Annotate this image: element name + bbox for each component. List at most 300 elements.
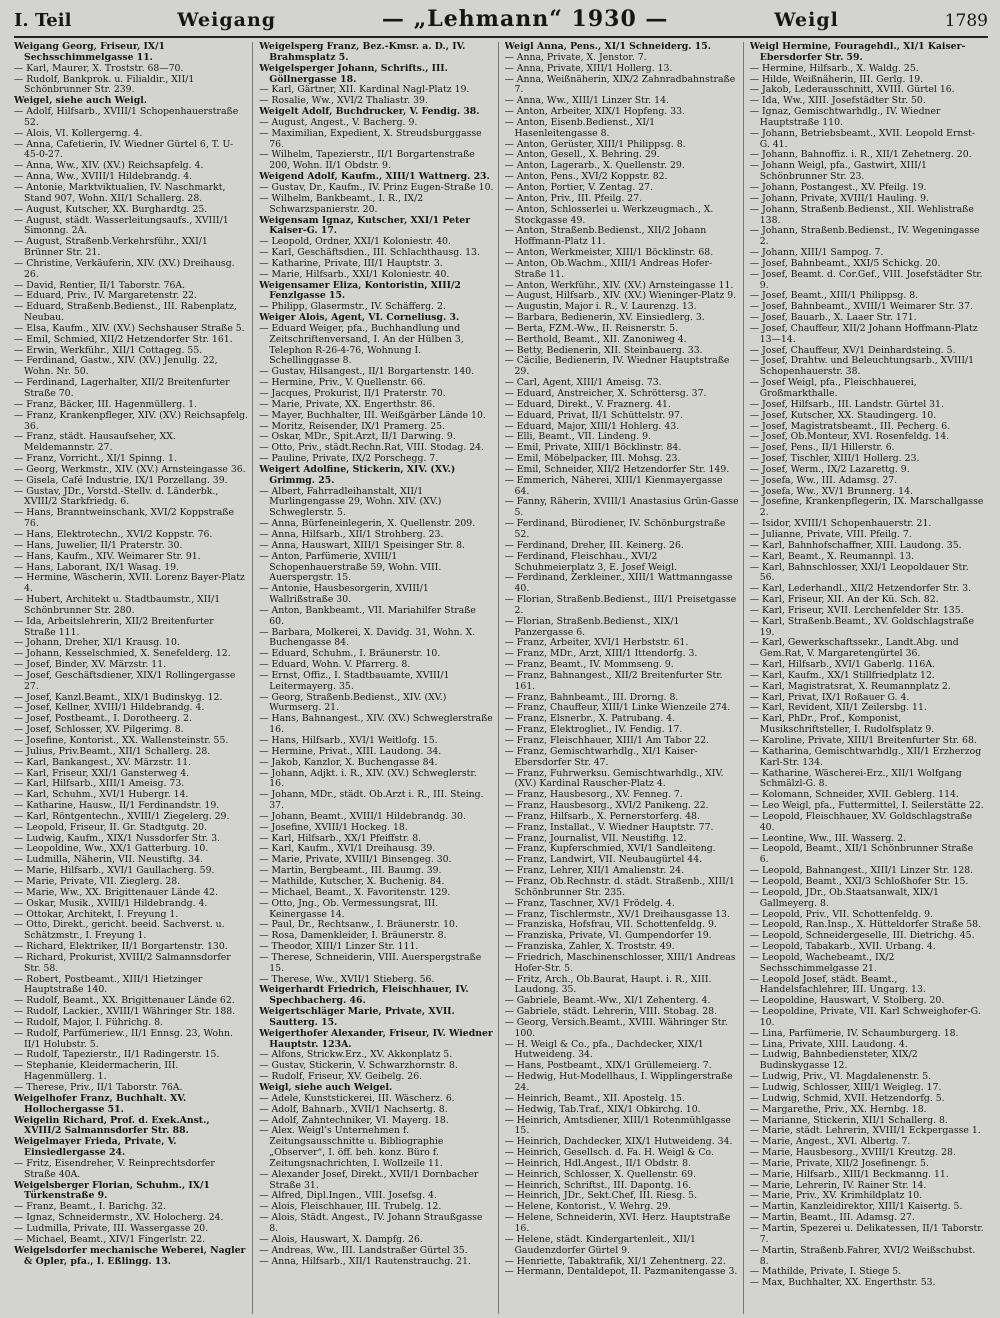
directory-entry: — Fanny, Räherin, XVIII/1 Anastasius Grün-Gasse 5. <box>504 496 739 519</box>
directory-entry: — Fritz, Eisendreher, V. Reinprechtsdorfer Straße 40A. <box>14 1157 215 1180</box>
directory-entry: — Eduard, Direkt., V. Fraznerg. 41. <box>504 398 671 410</box>
directory-entry: — Alois, VI. Kollergerng. 4. <box>14 127 143 139</box>
directory-entry: — Heinrich, Gesellsch. d. Fa. H. Weigl & Co. <box>504 1147 714 1159</box>
directory-entry: — Heinrich, Schlosser, X. Quellenstr. 69. <box>504 1168 697 1180</box>
directory-entry: — Josefa, Ww., XV/1 Brunnerg. 14. <box>749 485 913 497</box>
directory-entry: — Karl, Straßenb.Beamt., XV. Goldschlagstraße 19. <box>749 615 975 638</box>
directory-entry: — Rudolf, Parfümeriew., II/1 Ennsg. 23, Wohn. II/1 Holubstr. 5. <box>14 1027 233 1050</box>
directory-entry: — Rosalie, Ww., XVI/2 Thaliastr. 39. <box>259 95 428 107</box>
directory-entry: — Franz, MDr., Arzt, XIII/1 Ittendorfg. 3. <box>504 648 698 660</box>
directory-entry: — Antonie, Marktviktualien, IV. Naschmarkt, Stand 907, Wohn. XII/1 Schallerg. 28. <box>14 181 226 204</box>
directory-entry: — Franz, Tischlermstr., XV/1 Dreihausgasse 13. <box>504 908 730 920</box>
directory-entry: — Emil, Möbelpacker, III. Mohsg. 23. <box>504 453 681 465</box>
directory-entry: — Friedrich, Maschinenschlosser, XIII/1 Andreas Hofer-Str. 5. <box>504 951 736 974</box>
directory-entry: — Michael, Beamt., X. Favoritenstr. 129. <box>259 886 451 898</box>
directory-entry: — Ludmilla, Private, III. Wassergasse 20. <box>14 1222 209 1234</box>
directory-entry: — Katharine, Wäscherei-Erz., XII/1 Wolfgang Schmälzl-G. 8. <box>749 767 962 790</box>
directory-entry: — Oskar, MDr., Spit.Arzt, II/1 Darwing. 9. <box>259 431 456 443</box>
page-header <box>14 6 988 38</box>
directory-entry: — Therese, Ww., XVII/1 Stieberg. 56. <box>259 973 435 985</box>
directory-entry: — Ferdinand, Lagerhalter, XII/2 Breitenfurter Straße 70. <box>14 377 230 399</box>
directory-entry: — Franz, Taschner, XV/1 Frödelg. 4. <box>504 897 675 909</box>
directory-entry: — Alfred, Dipl.Ingen., VIII. Josefsg. 4. <box>259 1190 437 1202</box>
directory-entry: — Ferdinand, Fleischhau., XVI/2 Schuhmeierplatz 3, E. Josef Weigl. <box>504 550 678 573</box>
directory-entry: — Franz, Hausbesorg., XVI/2 Panikeng. 22. <box>504 800 709 812</box>
directory-entry: — Anton, Schlosserlei u. Werkzeugmach., X. Stockgasse 49. <box>504 203 714 226</box>
directory-entry: Weigelt Adolf, Buchdrucker, V. Fendig. 38. <box>259 106 480 118</box>
directory-entry: Weigelin Richard, Prof. d. Exek.Anst., XVIII/2 Salmannsdorfer Str. 88. <box>14 1114 210 1137</box>
directory-entry: — Leopold Josef, städt. Beamt., Handelsfachlehrer, III. Ungarg. 13. <box>749 973 926 996</box>
directory-entry: Weigang Georg, Friseur, IX/1 Sechsschimmelgasse 11. <box>14 42 165 63</box>
directory-entry: — Johann, Straßenb.Bedienst., XII. Wehlistraße 138. <box>749 203 974 226</box>
directory-entry: — Barbara, Bedienerin, XV. Einsiedlerg. 3. <box>504 312 705 324</box>
directory-entry: — Josef, Werm., IX/2 Lazarettg. 9. <box>749 463 910 475</box>
directory-entry: — Karl, Friseur, XVII. Lerchenfelder Str. 135. <box>749 604 964 616</box>
directory-entry: — Betty, Bedienerin, XII. Steinbauerg. 33. <box>504 344 703 356</box>
directory-entry: — Franz, Fuhrwerksu. Gemischtwarhdlg., XIV. (XV.) Kardinal Rauscher-Platz 4. <box>504 767 724 790</box>
directory-entry: — Anna, Private, X. Jenstor. 7. <box>504 51 647 63</box>
directory-entry: — August, Angest., V. Bacherg. 9. <box>259 116 418 128</box>
part-label: I. Teil <box>14 10 72 31</box>
directory-entry: — Pauline, Private, IX/2 Porschegg. 7. <box>259 453 439 465</box>
directory-entry: — Marie, Priv., XV. Krimhildplatz 10. <box>749 1190 923 1202</box>
directory-entry: — Anton, Parfümerie, XVIII/1 Schopenhauerstraße 59, Wohn. VIII. Auerspergstr. 15. <box>259 550 442 584</box>
directory-entry: — Berta, FZM.-Ww., II. Reisnerstr. 5. <box>504 322 679 334</box>
column-1 <box>14 42 253 1314</box>
directory-entry: — Florian, Straßenb.Bedienst., III/1 Preisetgasse 2. <box>504 594 737 616</box>
directory-entry: — Johann, Betriebsbeamt., XVII. Leopold Ernst-G. 41. <box>749 127 976 150</box>
directory-entry: — Anna, Hauswart, XIII/1 Speisinger Str. 8. <box>259 539 465 551</box>
directory-entry: — Ferdinand, Bürodiener, IV. Schönburgstraße 52. <box>504 518 726 540</box>
directory-entry: — Alex. Weigl’s Unternehmen f. Zeitungsausschnitte u. Bibliographie „Observer“, I. öff. beh. konz. Büro f. Zeitungsnachrichten, I. Wollzeile 11. <box>259 1125 444 1169</box>
directory-entry: — Johann, Straßenb.Bedienst., IV. Wegeningasse 2. <box>749 225 980 248</box>
directory-entry: — Karl, Bahnhofschaffner, XIII. Laudong. 35. <box>749 539 962 551</box>
directory-entry: — Georg, Werkmstr., XIV. (XV.) Arnsteingasse 36. <box>14 463 246 475</box>
directory-entry: — Gustav, Dr., Kaufm., IV. Prinz Eugen-Straße 10. <box>259 181 494 193</box>
directory-entry: — Hermine, Priv., V. Quellenstr. 66. <box>259 377 426 389</box>
directory-entry: — Hans, Bahnangest., XIV. (XV.) Schweglerstraße 16. <box>259 713 493 736</box>
directory-entry: — Jacques, Prokurist, II/1 Praterstr. 70. <box>259 388 446 399</box>
directory-entry: — Albert, Fahrradleihanstalt, XII/1 Murlingengasse 29, Wohn. XIV. (XV.) Schweglerstr. 5. <box>259 485 442 519</box>
directory-entry: — Anna, Bürfeneinlegerin, X. Quellenstr. 209. <box>259 518 476 530</box>
directory-entry: — Hans, Juwelier, II/1 Praterstr. 30. <box>14 539 183 551</box>
directory-entry: — Leopold, Tabakarb., XVII. Urbang. 4. <box>749 941 936 953</box>
directory-columns <box>14 42 988 1314</box>
directory-entry: — Marie, Private, XVIII/1 Binsengeg. 30. <box>259 854 452 866</box>
directory-entry: — Karl, Friseur, XII. An der Kü. Sch. 82. <box>749 594 939 606</box>
directory-entry: — Ludwig, Bahnbediensteter, XIX/2 Budinskygasse 12. <box>749 1049 918 1072</box>
directory-entry: — Ferdinand, Dreher, III. Keinerg. 26. <box>504 539 684 551</box>
directory-entry: — Franz, Landwirt, VII. Neubaugürtel 44. <box>504 854 703 866</box>
directory-entry: — Hans, Kaufm., XIV. Weimarer Str. 91. <box>14 550 201 562</box>
directory-entry: — Johann, MDr., städt. Ob.Arzt i. R., III. Steing. 37. <box>259 789 484 812</box>
directory-entry: — Franz, Arbeiter, XVI/1 Herbststr. 61. <box>504 637 689 649</box>
page-number: 1789 <box>944 11 988 31</box>
directory-entry: — Anna, Hilfsarb., XII/1 Strohberg. 23. <box>259 528 444 540</box>
directory-entry: — Johann, Kesselschmied, X. Senefelderg. 12. <box>14 648 231 660</box>
directory-entry: — Johann, Adjkt. i. R., XIV. (XV.) Schweglerstr. 16. <box>259 767 477 790</box>
directory-entry: — Alois, Fleischhauer, III. Trubelg. 12. <box>259 1201 442 1213</box>
directory-entry: — Marie, Ww., XX. Brigittenauer Lände 42. <box>14 886 219 898</box>
directory-entry: Weigend Adolf, Kaufm., XIII/1 Wattnerg. 23. <box>259 171 490 183</box>
directory-entry: — Anna, Ww., XVIII/1 Hildebrandg. 4. <box>14 171 193 183</box>
directory-entry: — Berthold, Beamt., XII. Zanoniweg 4. <box>504 333 687 345</box>
directory-entry: — Antonie, Hausbesorgerin, XVIII/1 Wallrißstraße 30. <box>259 583 429 606</box>
directory-entry: — Hilde, Weißnäherin, III. Gerlg. 19. <box>749 73 924 85</box>
directory-entry: — Josef, Beamt. d. Cor.Gef., VIII. Josefstädter Str. 9. <box>749 268 983 291</box>
directory-entry: — Marie, Hilfsarb., XVI/1 Gaullacherg. 59. <box>14 865 215 877</box>
directory-entry: — Franz, Elsnerbr., X. Patrubang. 4. <box>504 713 675 725</box>
directory-entry: — Ludmilla, Näherin, VII. Neustiftg. 34. <box>14 854 203 866</box>
directory-entry: — Ida, Ww., XIII. Josefstädter Str. 50. <box>749 95 926 107</box>
directory-entry: Weigert Adolfine, Stickerin, XIV. (XV.) Grimmg. 25. <box>259 463 456 486</box>
directory-entry: — Karl, Maurer, X. Troststr. 68—70. <box>14 62 184 74</box>
directory-entry: — Johann, XIII/1 Sampog. 7. <box>749 247 884 259</box>
directory-entry: — Leopold, Beamt., XXI/3 Schloßhofer Str. 15. <box>749 875 969 887</box>
directory-entry: — H. Weigl & Co., pfa., Dachdecker, XIX/1 Hutweideng. 34. <box>504 1038 704 1061</box>
directory-entry: — August, Kutscher, XX. Burghardtg. 25. <box>14 203 208 215</box>
directory-entry: — Ida, Arbeitslehrerin, XII/2 Breitenfurter Straße 111. <box>14 615 214 638</box>
directory-entry: — Anna, Weißnäherin, XIX/2 Zahnradbahnstraße 7. <box>504 73 736 96</box>
directory-entry: — Margarethe, Priv., XX. Hernbg. 18. <box>749 1103 927 1115</box>
directory-entry: — Gisela, Café Industrie, IX/1 Porzellang. 39. <box>14 474 228 486</box>
directory-entry: — Mathilde, Kutscher, X. Buchenig. 84. <box>259 875 445 887</box>
directory-entry: — Anton, Bankbeamt., VII. Mariahilfer Straße 60. <box>259 604 476 627</box>
directory-entry: — Leopoldine, Hauswart, V. Stolberg. 20. <box>749 995 945 1007</box>
directory-entry: — Franz, Krankenpfleger, XIV. (XV.) Reichsapfelg. 36. <box>14 409 248 432</box>
directory-entry: — Franz, Fleischhauer, XIII/1 Am Tabor 22. <box>504 735 710 746</box>
directory-entry: — Hans, Elektrotechn., XVI/2 Koppstr. 76. <box>14 528 213 540</box>
directory-entry: — Mathilde, Private, I. Stiege 5. <box>749 1266 902 1278</box>
directory-entry: — Georg, Straßenb.Bedienst., XIV. (XV.) Wurmserg. 21. <box>259 691 447 714</box>
directory-entry: — Rudolf, Tapezierstr., II/1 Radingerstr. 15. <box>14 1049 220 1061</box>
directory-entry: — Franz, Beamt., I. Barichg. 32. <box>14 1201 166 1213</box>
directory-entry: — Franz, Ob.Rechnstr. d. städt. Straßenb., XIII/1 Schönbrunner Str. 235. <box>504 875 735 898</box>
directory-entry: — Anton, Arbeiter, XIX/1 Hopfeng. 33. <box>504 106 685 118</box>
directory-entry: — August, städt. Wasserleitungsaufs., XVIII/1 Simonng. 2A. <box>14 214 229 237</box>
directory-entry: — Josefine, XVIII/1 Hockeg. 18. <box>259 821 408 833</box>
directory-entry: — Josef, Binder, XV. Märzstr. 11. <box>14 659 167 671</box>
directory-entry: — Ludwig, Schmid, XVII. Hetzendorfg. 5. <box>749 1092 945 1104</box>
directory-entry: — Franz, Beamt., IV. Mommseng. 9. <box>504 659 674 671</box>
directory-entry: — David, Rentier, II/1 Taborstr. 76A. <box>14 279 186 291</box>
directory-entry: — Otto, Jng., Ob. Vermessungsrat, III. Keinergasse 14. <box>259 897 439 920</box>
directory-entry: — Josef, Postbeamt., I. Dorotheerg. 2. <box>14 713 192 725</box>
directory-entry: — Leopold, Ordner, XXI/1 Koloniestr. 40. <box>259 236 451 248</box>
directory-entry: — Leopold, JDr., Ob.Staatsanwalt, XIX/1 Gallmeyerg. 8. <box>749 886 939 909</box>
directory-entry: — Fritz, Arch., Ob.Baurat, Haupt. i. R., XIII. Laudong. 35. <box>504 973 712 996</box>
directory-entry: — Eduard, Straßenb.Bedienst., III. Rabenplatz, Neubau. <box>14 301 237 324</box>
directory-entry: — Josef, Bahnbeamt., XXI/5 Schickg. 20. <box>749 257 941 269</box>
directory-entry: — Leopold, Friseur, II. Gr. Stadtgutg. 20. <box>14 821 208 833</box>
directory-entry: — Johann, Postangest., XV. Pfeilg. 19. <box>749 181 927 193</box>
directory-entry: — Gabriele, städt. Lehrerin, VIII. Stobag. 28. <box>504 1006 718 1018</box>
directory-entry: Weigl Hermine, Fouragehdl., XI/1 Kaiser-Ebersdorfer Str. 59. <box>749 42 966 63</box>
column-4 <box>750 42 988 1314</box>
directory-entry: — Theodor, XIII/1 Linzer Str. 111. <box>259 941 419 953</box>
directory-entry: — Marie, Hilfsarb., XXI/1 Koloniestr. 40. <box>259 268 450 280</box>
directory-entry: — Rudolf, Major, I. Führichg. 8. <box>14 1016 164 1028</box>
directory-entry: — Stephanie, Kleidermacherin, III. Hagenmüllerg. 1. <box>14 1060 179 1083</box>
directory-entry: — Karl, Bankangest., XV. Märzstr. 11. <box>14 756 192 768</box>
directory-entry: — Marie, Hilfsarb., XIII/1 Beckmanng. 11. <box>749 1168 949 1180</box>
directory-entry: — Eduard, Privat, II/1 Schüttelstr. 97. <box>504 409 683 421</box>
directory-entry: — Martin, Beamt., III. Adamsg. 27. <box>749 1212 915 1224</box>
directory-entry: — Anton, Straßenb.Bedienst., XII/2 Johann Hoffmann-Platz 11. <box>504 225 707 248</box>
directory-entry: Weigelhofer Franz, Buchhalt. XV. Hollochergasse 51. <box>14 1092 187 1115</box>
directory-entry: — Rudolf, Beamt., XX. Brigittenauer Lände 62. <box>14 995 235 1007</box>
directory-entry: — Franziska, Zahler, X. Troststr. 49. <box>504 941 675 953</box>
directory-entry: — Philipp, Glasermstr., IV. Schäfferg. 2. <box>259 301 446 313</box>
directory-entry: — Oskar, Musik., XVIII/1 Hildebrandg. 4. <box>14 897 208 909</box>
directory-entry: — Gabriele, Beamt.-Ww., XI/1 Zehenterg. 4. <box>504 995 711 1007</box>
directory-entry: — Johann, Dreher, XI/1 Krausg. 10. <box>14 637 180 649</box>
directory-entry: Weigelsperger Johann, Schrifts., III. Göllnergasse 18. <box>259 62 448 85</box>
directory-entry: — Ludwig, Schlosser, XIII/1 Weigleg. 17. <box>749 1082 942 1093</box>
directory-entry: — Josef, Kutscher, XX. Staudingerg. 10. <box>749 409 937 421</box>
directory-entry: — Karl, Magistratsrat, X. Reumannplatz 2. <box>749 680 951 692</box>
directory-entry: — Otto, Direkt., gericht. beeid. Sachverst. u. Schätzmstr., I. Freyung 1. <box>14 919 225 942</box>
directory-entry: — Heinrich, Dachdecker, XIX/1 Hutweideng. 34. <box>504 1136 733 1148</box>
directory-entry: — Karl, Hilfsarb., XVI/1 Gaberlg. 116A. <box>749 659 936 671</box>
directory-entry: — Anna, Ww., XIV. (XV.) Reichsapfelg. 4. <box>14 160 204 172</box>
directory-entry: — Leopold, Fleischhauer, XV. Goldschlagstraße 40. <box>749 810 973 833</box>
directory-entry: — Leopold, Priv., VII. Schottenfeldg. 9. <box>749 908 934 920</box>
directory-entry: — Josefine, Krankenpflegerin, IX. Marschallgasse 2. <box>749 496 984 519</box>
directory-entry: Weigelmayer Frieda, Private, V. Einsiedlergasse 24. <box>14 1136 177 1159</box>
directory-entry: — Franz, Vorricht., XI/1 Spinng. 1. <box>14 453 177 465</box>
directory-entry: — Marie, Private, VII. Zieglerg. 28. <box>14 875 181 887</box>
directory-entry: — Martin, Spezerei u. Delikatessen, II/1 Taborstr. 7. <box>749 1222 984 1245</box>
directory-entry: — Kolomann, Schneider, XVII. Geblerg. 114. <box>749 789 959 801</box>
directory-entry: — Leopold, Schneidergeselle, III. Dietrichg. 45. <box>749 930 975 942</box>
directory-entry: — Heinrich, Beamt., XII. Apostelg. 15. <box>504 1092 685 1104</box>
directory-entry: — Georg, Versich.Beamt., XVIII. Währinger Str. 100. <box>504 1016 728 1039</box>
directory-entry: — Johann, Bahnoffiz. i. R., XII/1 Zehetnerg. 20. <box>749 149 972 161</box>
directory-entry: — Lina, Parfümerie, IV. Schaumburgerg. 18. <box>749 1027 959 1039</box>
directory-entry: — Karl, Gewerkschaftssekr., Landt.Abg. und Gem.Rat, V. Margaretengürtel 36. <box>749 637 959 660</box>
directory-entry: — Katharine, Hausw., II/1 Ferdinandstr. 19. <box>14 800 220 812</box>
directory-entry: — Hubert, Architekt u. Stadtbaumstr., XII/1 Schönbrunner Str. 280. <box>14 594 221 616</box>
directory-entry: Weigelsberger Florian, Schuhm., IX/1 Türkenstraße 9. <box>14 1179 210 1202</box>
directory-entry: — Franz, Bäcker, III. Hagenmüllerg. 1. <box>14 398 197 410</box>
directory-entry: — Karl, Revident, XII/1 Zeilersbg. 11. <box>749 702 927 714</box>
directory-entry: — Karl, Kaufm., XVI/1 Dreihausg. 39. <box>259 843 436 855</box>
directory-entry: — Adolf, Bahnarb., XVII/1 Nachsertg. 8. <box>259 1103 448 1115</box>
directory-entry: — Gustav, Hilsangest., II/1 Borgartenstr. 140. <box>259 366 475 378</box>
directory-entry: — Otto, Priv., städt.Rechn.Rat, VIII. Stodag. 24. <box>259 442 485 454</box>
directory-entry: — Franziska, Hofsfrau, VII. Schottenfeldg. 9. <box>504 919 717 931</box>
directory-entry: — Franz, Bahnbeamt., III. Drorng. 8. <box>504 691 679 703</box>
directory-entry: — Hermann, Dentaldepot, II. Pazmanitengasse 3. <box>504 1266 738 1278</box>
directory-entry: — Elli, Beamt., VII. Lindeng. 9. <box>504 431 651 443</box>
directory-entry: — Josef Weigl, pfa., Fleischhauerei, Großmarkthalle. <box>749 377 917 399</box>
directory-entry: — Hans, Postbeamt., XIX/1 Grüllemeierg. 7. <box>504 1060 712 1072</box>
directory-entry: — Franz, Hausbesorg., XV. Fenneg. 7. <box>504 789 683 801</box>
directory-entry: — Karl, Röntgentechn., XVIII/1 Ziegelerg. 29. <box>14 810 230 822</box>
directory-entry: — Hans, Hilfsarb., XVI/1 Weitlofg. 15. <box>259 735 438 746</box>
directory-entry: — Mayer, Buchhalter, III. Weißgärber Lände 10. <box>259 409 486 421</box>
directory-entry: — Helene, städt. Kindergartenleit., XII/1 Gaudenzdorfer Gürtel 9. <box>504 1233 696 1256</box>
directory-entry: — Christine, Verkäuferin, XIV. (XV.) Dreihausg. 26. <box>14 257 235 280</box>
directory-entry: — Ferdinand, Gastw., XIV. (XV.) Jenullg. 22, Wohn. Nr. 50. <box>14 355 218 378</box>
directory-entry: — Heinrich, Hdl.Angest., II/1 Obdstr. 8. <box>504 1157 691 1169</box>
directory-entry: Weigelsperg Franz, Bez.-Kmsr. a. D., IV. Brahmsplatz 5. <box>259 42 466 63</box>
directory-entry: — Franz, Installat., V. Wiedner Hauptstr. 77. <box>504 821 714 833</box>
directory-entry: — Julius, Priv.Beamt., XII/1 Schallerg. 28. <box>14 745 211 757</box>
directory-entry: — Adolf, Zahntechniker, VI. Mayerg. 18. <box>259 1114 449 1126</box>
directory-entry: — Anton, Pens., XVI/2 Koppstr. 82. <box>504 171 668 183</box>
directory-entry: — Josef, Magistratsbeamt., III. Pecherg. 6. <box>749 420 951 432</box>
directory-entry: — Marie, Private, XII/2 Josefinengr. 5. <box>749 1157 929 1169</box>
directory-entry: — Eduard, Major, XIII/1 Hohlerg. 43. <box>504 420 680 432</box>
directory-entry: — Andreas, Ww., III. Landstraßer Gürtel 35. <box>259 1244 468 1256</box>
directory-entry: — Franz, städt. Hausaufseher, XX. Meldemannstr. 27. <box>14 431 176 454</box>
directory-entry: — Marie, Lehrerin, IV. Rainer Str. 14. <box>749 1179 927 1191</box>
directory-entry: — Katharine, Private, III/1 Hauptstr. 3. <box>259 257 443 269</box>
directory-entry: — Karl, Bahnschlosser, XXI/1 Leopoldauer Str. 56. <box>749 561 969 584</box>
page-title: — „Lehmann“ 1930 — <box>381 6 669 32</box>
directory-entry: — Hans, Branntweinschank, XVI/2 Koppstraße 76. <box>14 507 234 530</box>
directory-entry: — Johann Weigl, pfa., Gastwirt, XIII/1 Schönbrunner Str. 23. <box>749 160 927 183</box>
directory-entry: — Heinrich, JDr., Sekt.Chef, III. Riesg. 5. <box>504 1190 698 1202</box>
directory-entry: — Eduard, Priv., IV. Margaretenstr. 22. <box>14 290 197 302</box>
directory-entry: — Karl, Kaufm., XX/1 Stillfriedplatz 12. <box>749 669 935 681</box>
directory-entry: — August, Hilfsarb., XIV. (XV.) Wieninger-Platz 9. <box>504 290 737 302</box>
directory-entry: — Emil, Schneider, XII/2 Hetzendorfer Str. 149. <box>504 463 730 475</box>
column-2 <box>259 42 498 1314</box>
directory-entry: — Josef, Kanzl.Beamt., XIX/1 Budinskyg. 12. <box>14 691 223 703</box>
directory-entry: Weigensam Ignaz, Kutscher, XXI/1 Peter Kaiser-G. 17. <box>259 214 471 237</box>
directory-entry: — Adolf, Hilfsarb., XVIII/1 Schopenhauerstraße 52. <box>14 106 239 128</box>
column-3 <box>505 42 744 1314</box>
directory-entry: — Josef, Bauarb., X. Laaer Str. 171. <box>749 312 917 324</box>
directory-entry: — Franz, Lehrer, XII/1 Amalienstr. 24. <box>504 865 685 877</box>
directory-entry: — Wilhelm, Bankbeamt., I. R., IX/2 Schwarzspanierstr. 20. <box>259 192 424 215</box>
directory-entry: Weigel, siehe auch Weigl. <box>14 95 147 107</box>
directory-entry: — Therese, Schneiderin, VIII. Auerspergstraße 15. <box>259 951 482 974</box>
directory-entry: — Helene, Schneiderin, XVI. Herz. Hauptstraße 16. <box>504 1212 731 1234</box>
directory-entry: — Ignaz, Schneidermstr., XV. Holocherg. 24. <box>14 1212 224 1224</box>
directory-entry: — Josef, Chauffeur, XV/1 Deinhardsteing. 5. <box>749 344 956 356</box>
directory-entry: — Josef, Bahnbeamt., XVIII/1 Weimarer Str. 37. <box>749 301 973 313</box>
directory-entry: — Erwin, Werkführ., XII/1 Cottageg. 55. <box>14 344 203 356</box>
directory-entry: — Anna, Cafetierin, IV. Wiedner Gürtel 6, T. U-45-0-27. <box>14 138 234 161</box>
directory-entry: — Anton, Ob.Wachm., XIII/1 Andreas Hofer-Straße 11. <box>504 257 713 280</box>
directory-entry: — August, Straßenb.Verkehrsführ., XXI/1 Brünner Str. 21. <box>14 236 208 259</box>
directory-entry: — Karl, Gärtner, XII. Kardinal Nagl-Platz 19. <box>259 84 470 96</box>
directory-entry: — Helene, Kontorist., V. Wehrg. 29. <box>504 1201 672 1213</box>
directory-entry: Weigensamer Eliza, Kontoristin, XIII/2 Fenzlgasse 15. <box>259 279 461 302</box>
directory-entry: — Jakob, Lederausschnitt, XVIII. Gürtel 16. <box>749 84 955 96</box>
directory-entry: — Alexander Josef, Direkt., XVII/1 Dornbacher Straße 31. <box>259 1168 479 1191</box>
directory-entry: — Rudolf, Bankprok. u. Filialdir., XII/1 Schönbrunner Str. 239. <box>14 73 195 96</box>
directory-entry: — Marie, Private, XX. Engerthstr. 86. <box>259 398 436 410</box>
directory-entry: — Franz, Chauffeur, XIII/1 Linke Wienzeile 274. <box>504 702 731 714</box>
directory-entry: Weigertschläger Marie, Private, XVII. Sautterg. 15. <box>259 1006 455 1028</box>
directory-entry: — Anton, Portier, V. Zentag. 27. <box>504 181 654 193</box>
directory-entry: — Anna, Private, XIII/1 Hollerg. 13. <box>504 62 673 74</box>
directory-entry: — Leopold, Ran.Insp., X. Hütteldorfer Straße 58. <box>749 919 982 931</box>
directory-entry: — Eduard, Anstreicher, X. Schröttersg. 37. <box>504 388 707 399</box>
directory-entry: — Karoline, Private, XIII/1 Breitenfurter Str. 68. <box>749 735 977 746</box>
directory-entry: — Elsa, Kaufm., XIV. (XV.) Sechshauser Straße 5. <box>14 322 245 334</box>
directory-entry: — Karl, Lederhandl., XII/2 Hetzendorfer Str. 3. <box>749 583 972 595</box>
directory-entry: — Emil, Schmied, XII/2 Hetzendorfer Str. 161. <box>14 333 233 345</box>
directory-entry: — Katharina, Gemischtwarhdlg., XII/1 Erzherzog Karl-Str. 134. <box>749 745 982 768</box>
directory-entry: — Gustav, JDr., Vorstd.-Stellv. d. Länderbk., XVIII/2 Starkfriedg. 6. <box>14 485 219 508</box>
directory-entry: — Richard, Elektriker, II/1 Borgartenstr. 130. <box>14 941 228 953</box>
directory-entry: Weigl Anna, Pens., XI/1 Schneiderg. 15. <box>504 42 711 52</box>
directory-entry: — Josef, Ob.Monteur, XVI. Rosenfeldg. 14. <box>749 431 950 443</box>
directory-entry: — Heinrich, Schriftst., III. Dapontg. 16. <box>504 1179 692 1191</box>
directory-entry: — Ottokar, Architekt, I. Freyung 1. <box>14 908 179 920</box>
directory-entry: — Isidor, XVIII/1 Schopenhauerstr. 21. <box>749 518 932 530</box>
directory-entry: — Karl, Schuhm., XVI/1 Hubergr. 14. <box>14 789 189 801</box>
directory-entry: — Adele, Kunststickerei, III. Wäscherz. 6. <box>259 1092 455 1104</box>
directory-entry: — Emil, Private, XIII/1 Böcklinstr. 84. <box>504 442 682 454</box>
directory-entry: — Martin, Kanzleidirektor, XIII/1 Kaisertg. 5. <box>749 1201 963 1213</box>
directory-entry: — Gustav, Stickerin, V. Schwarzhornstr. 8. <box>259 1060 458 1072</box>
directory-entry: — Hermine, Wäscherin, XVII. Lorenz Bayer-Platz 4. <box>14 572 245 595</box>
directory-entry: — Marie, Hausbesorg., XVIII/1 Kreutzg. 28. <box>749 1147 956 1159</box>
directory-entry: — Jakob, Kanzlor, X. Buchengasse 84. <box>259 756 438 768</box>
directory-entry: — Barbara, Molkerei, X. Davidg. 31, Wohn. X. Buchengasse 84. <box>259 626 476 649</box>
directory-entry: — Franz, Kupferschmied, XVI/1 Sandleiteng. <box>504 843 716 855</box>
directory-entry: — Karl, Hilfsarb., XIII/1 Ameisg. 73. <box>14 778 185 790</box>
directory-entry: — Josef, Tischler, XIII/1 Hollerg. 23. <box>749 453 920 465</box>
directory-entry: — Leopold, Bahnangest., XIII/1 Linzer Str. 128. <box>749 865 974 877</box>
directory-entry: Weiger Alois, Agent, VI. Corneliusg. 3. <box>259 312 460 324</box>
directory-entry: — Josef, Kellner, XVIII/1 Hildebrandg. 4. <box>14 702 205 714</box>
directory-entry: — Ludwig, Priv., VI. Magdalenenstr. 5. <box>749 1071 932 1083</box>
directory-entry: — Hedwig, Tab.Traf., XIX/1 Obkirchg. 10. <box>504 1103 701 1115</box>
directory-entry: — Therese, Priv., II/1 Taborstr. 76A. <box>14 1082 183 1093</box>
directory-entry: — Anna, Hilfsarb., XII/1 Rautenstrauchg. 21. <box>259 1255 471 1267</box>
directory-entry: — Franz, Bahnangest., XII/2 Breitenfurter Str. 161. <box>504 669 723 692</box>
directory-entry: — Leopold, Beamt., XII/1 Schönbrunner Straße 6. <box>749 843 974 866</box>
directory-entry: — Josef, Beamt., XIII/1 Philippsg. 8. <box>749 290 919 302</box>
directory-entry: — Alois, Hauswart, X. Dampfg. 26. <box>259 1233 423 1245</box>
directory-entry: — Franz, Hilfsarb., X. Pernerstorferg. 48. <box>504 810 700 822</box>
directory-entry: — Ernst, Offiz., I. Stadtbauamte, XVIII/1 Leitermayerg. 35. <box>259 669 450 692</box>
directory-entry: — Karl, Privat, IX/1 Roßauer G. 4. <box>749 691 910 703</box>
directory-entry: — Lina, Private, XIII. Laudong. 4. <box>749 1038 908 1050</box>
directory-entry: — Franz, Journalist, VII. Neustiftg. 12. <box>504 832 687 844</box>
directory-entry: — Leopoldine, Ww., XX/1 Gatterburg. 10. <box>14 843 209 855</box>
directory-entry: — Josef, Hilfsarb., III. Landstr. Gürtel 31. <box>749 398 944 410</box>
directory-entry: — Josef, Drahtw. und Beleuchtungsarb., XVIII/1 Schopenhauerstr. 38. <box>749 355 975 378</box>
directory-entry: — Alois, Städt. Angest., IV. Johann Straußgasse 8. <box>259 1212 483 1234</box>
directory-entry: Weigerhardt Friedrich, Fleischhauer, IV. Spechbacherg. 46. <box>259 984 469 1007</box>
directory-entry: — Ferdinand, Zerkleiner., XIII/1 Wattmanngasse 40. <box>504 572 733 595</box>
directory-entry: — Augustin, Major i. R., V. Laurenzg. 13. <box>504 301 697 313</box>
directory-entry: — Franz, Elektrogliet., IV. Fendig. 17. <box>504 724 683 736</box>
directory-entry: — Carl, Agent, XIII/1 Ameisg. 73. <box>504 377 662 389</box>
directory-entry: — Karl, Friseur, XXI/1 Gansterweg 4. <box>14 767 190 779</box>
directory-entry: — Emmerich, Näherei, XIII/1 Kienmayergasse 64. <box>504 474 723 497</box>
directory-entry: — Marie, Angest., XVI. Albertg. 7. <box>749 1136 911 1148</box>
directory-entry: — Marianne, Stickerin, XII/1 Schallerg. 8. <box>749 1114 948 1126</box>
directory-entry: — Moritz, Reisender, IX/1 Pramerg. 25. <box>259 420 446 432</box>
directory-entry: — Anton, Werkmeister, XIII/1 Böcklinstr. 68. <box>504 247 714 259</box>
directory-entry: Weigl, siehe auch Weigel. <box>259 1082 393 1093</box>
directory-entry: — Leontine, Ww., III. Wasserg. 2. <box>749 832 907 844</box>
directory-entry: — Michael, Beamt., XIV/1 Fingerlstr. 22. <box>14 1233 206 1245</box>
directory-entry: — Hermine, Privat., XIII. Laudong. 34. <box>259 745 442 757</box>
directory-entry: — Hans, Laborant, IX/1 Wasag. 19. <box>14 561 180 573</box>
directory-entry: — Franziska, Private, VI. Gumpendorfer 19. <box>504 930 712 942</box>
